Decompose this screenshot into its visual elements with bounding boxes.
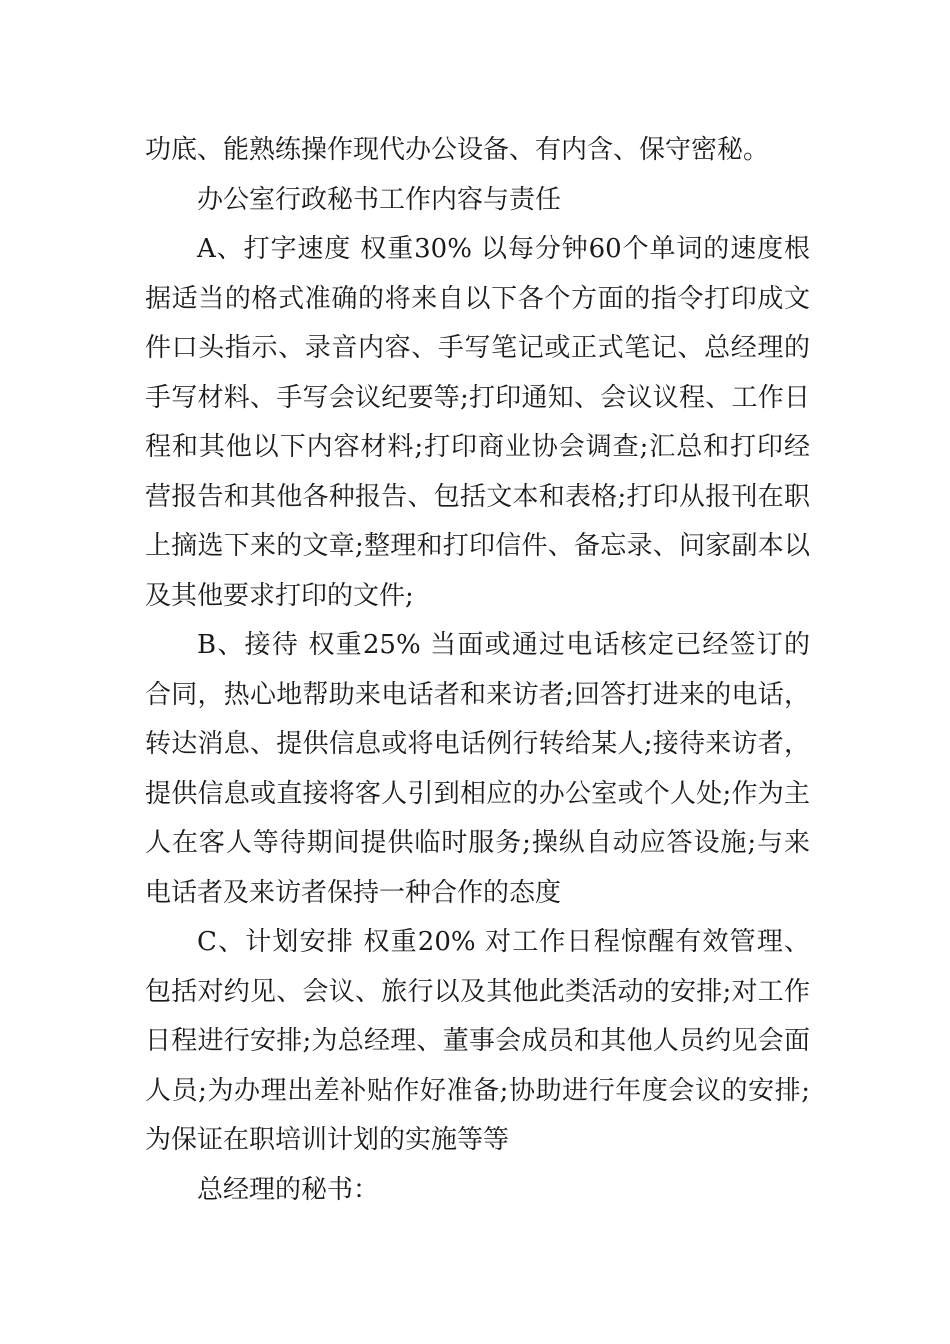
paragraph-3-typing: A、打字速度 权重30% 以每分钟60个单词的速度根据适当的格式准确的将来自以下各个方面的指令打印成文件口头指示、录音内容、手写笔记或正式笔记、总经理的手写材料、手写会议纪要等;打印通知、会议议程、工作日程和其他以下内容材料;打印商业协会调查;汇总和打印经营报告和其他各种报告、包括文本和表格;打印从报刊在职上摘选下来的文章;整理和打印信件、备忘录、问家副本以及其他要求打印的文件; bbox=[145, 234, 810, 611]
document-body bbox=[145, 126, 810, 1215]
paragraph-4-reception: B、接待 权重25% 当面或通过电话核定已经签订的合同，热心地帮助来电话者和来访者;回答打进来的电话，转达消息、提供信息或将电话例行转给某人;接待来访者，提供信息或直接将客人引到相应的办公室或个人处;作为主人在客人等待期间提供临时服务;操纵自动应答设施;与来电话者及来访者保持一种合作的态度 bbox=[145, 630, 810, 908]
paragraph-6-gm-secretary: 总经理的秘书： bbox=[197, 1174, 380, 1205]
paragraph-1: 功底、能熟练操作现代办公设备、有内含、保守密秘。 bbox=[145, 135, 770, 165]
paragraph-5-scheduling: C、计划安排 权重20% 对工作日程惊醒有效管理、包括对约见、会议、旅行以及其他此类活动的安排;对工作日程进行安排;为总经理、董事会成员和其他人员约见会面人员;为办理出差补贴作好准备;协助进行年度会议的安排;为保证在职培训计划的实施等等 bbox=[145, 927, 810, 1155]
paragraph-2-heading: 办公室行政秘书工作内容与责任 bbox=[197, 184, 562, 215]
